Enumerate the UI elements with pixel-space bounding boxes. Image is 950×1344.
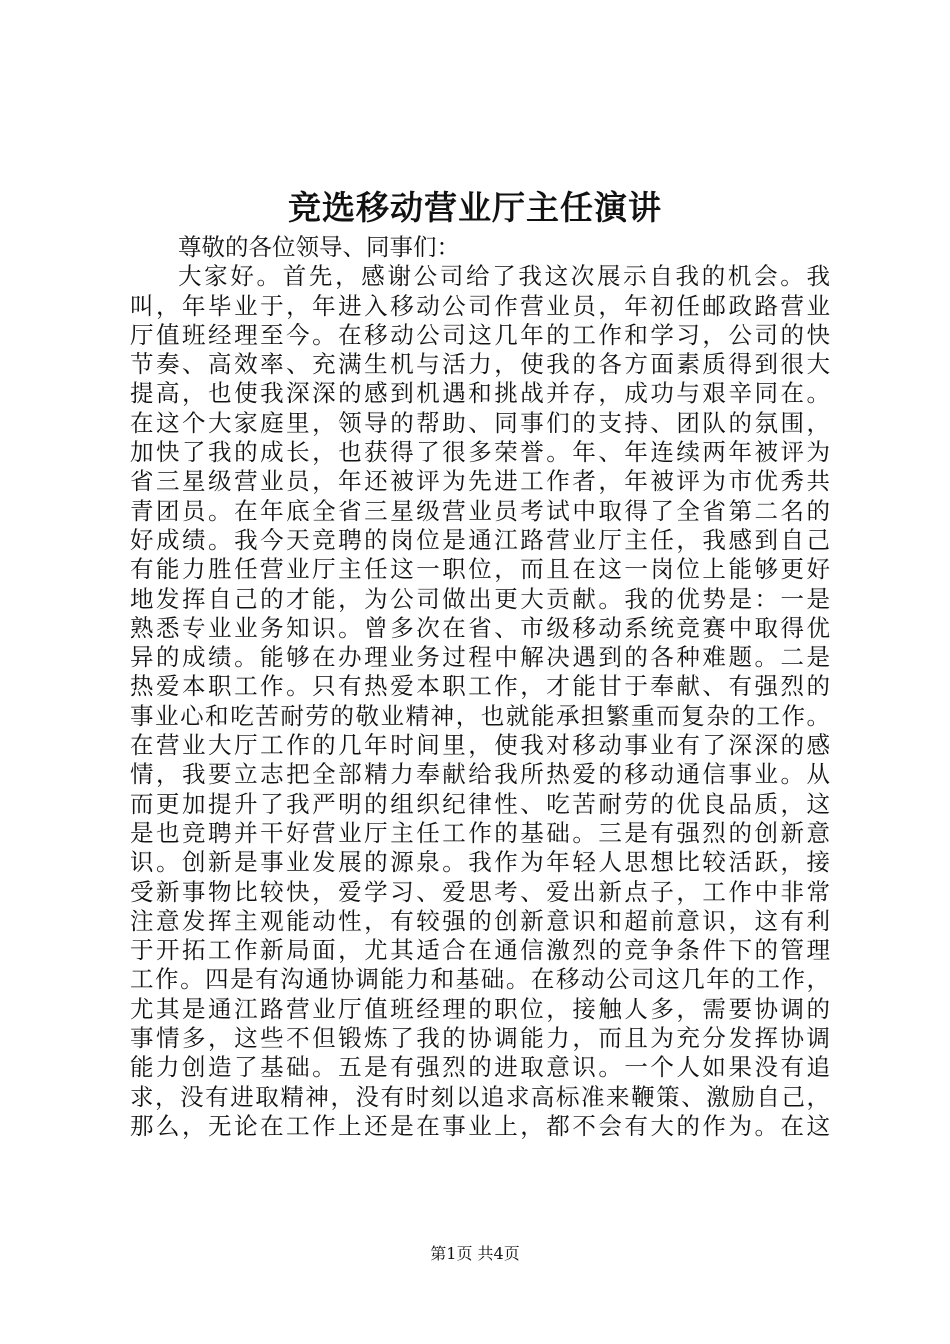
paragraph-line: 好成绩。我今天竞聘的岗位是通江路营业厅主任，我感到自己: [130, 525, 830, 554]
paragraph-line: 是也竞聘并干好营业厅主任工作的基础。三是有强烈的创新意: [130, 818, 830, 847]
paragraph-line: 注意发挥主观能动性，有较强的创新意识和超前意识，这有利: [130, 906, 830, 935]
paragraph-line: 加快了我的成长，也获得了很多荣誉。年、年连续两年被评为: [130, 438, 830, 467]
page-number-footer: 第1页 共4页: [430, 1244, 520, 1263]
paragraph-line: 工作。四是有沟通协调能力和基础。在移动公司这几年的工作，: [130, 965, 830, 994]
paragraph-line: 提高，也使我深深的感到机遇和挑战并存，成功与艰辛同在。: [130, 379, 830, 408]
paragraph-line: 情，我要立志把全部精力奉献给我所热爱的移动通信事业。从: [130, 760, 830, 789]
paragraph-line: 熟悉专业业务知识。曾多次在省、市级移动系统竞赛中取得优: [130, 613, 830, 642]
paragraph-line: 识。创新是事业发展的源泉。我作为年轻人思想比较活跃，接: [130, 848, 830, 877]
paragraph-line: 能力创造了基础。五是有强烈的进取意识。一个人如果没有追: [130, 1053, 830, 1082]
paragraph-line: 受新事物比较快，爱学习、爱思考、爱出新点子，工作中非常: [130, 877, 830, 906]
paragraph-line: 有能力胜任营业厅主任这一职位，而且在这一岗位上能够更好: [130, 555, 830, 584]
document-title: 竞选移动营业厅主任演讲: [288, 188, 662, 227]
paragraph-line: 事情多，这些不但锻炼了我的协调能力，而且为充分发挥协调: [130, 1024, 830, 1053]
paragraph-line: 求，没有进取精神，没有时刻以追求高标准来鞭策、激励自己，: [130, 1082, 830, 1111]
paragraph-line: 于开拓工作新局面，尤其适合在通信激烈的竞争条件下的管理: [130, 936, 830, 965]
paragraph-line: 热爱本职工作。只有热爱本职工作，才能甘于奉献、有强烈的: [130, 672, 830, 701]
paragraph-line: 那么，无论在工作上还是在事业上，都不会有大的作为。在这: [130, 1111, 830, 1140]
paragraph-line: 而更加提升了我严明的组织纪律性、吃苦耐劳的优良品质，这: [130, 789, 830, 818]
paragraph-line: 尤其是通江路营业厅值班经理的职位，接触人多，需要协调的: [130, 994, 830, 1023]
paragraph-line: 厅值班经理至今。在移动公司这几年的工作和学习，公司的快: [130, 320, 830, 349]
paragraph-line: 异的成绩。能够在办理业务过程中解决遇到的各种难题。二是: [130, 643, 830, 672]
paragraph-line: 事业心和吃苦耐劳的敬业精神，也就能承担繁重而复杂的工作。: [130, 701, 830, 730]
paragraph-line: 大家好。首先，感谢公司给了我这次展示自我的机会。我: [178, 262, 830, 291]
paragraph-line: 在营业大厅工作的几年时间里，使我对移动事业有了深深的感: [130, 731, 830, 760]
paragraph-line: 地发挥自己的才能，为公司做出更大贡献。我的优势是：一是: [130, 584, 830, 613]
paragraph-line: 青团员。在年底全省三星级营业员考试中取得了全省第二名的: [130, 496, 830, 525]
document-body: [130, 233, 830, 1141]
paragraph-line: 节奏、高效率、充满生机与活力，使我的各方面素质得到很大: [130, 350, 830, 379]
paragraph-line: 叫，年毕业于，年进入移动公司作营业员，年初任邮政路营业: [130, 291, 830, 320]
greeting-line: 尊敬的各位领导、同事们：: [178, 233, 460, 261]
paragraph-line: 省三星级营业员，年还被评为先进工作者，年被评为市优秀共: [130, 467, 830, 496]
paragraph-line: 在这个大家庭里，领导的帮助、同事们的支持、团队的氛围，: [130, 408, 830, 437]
